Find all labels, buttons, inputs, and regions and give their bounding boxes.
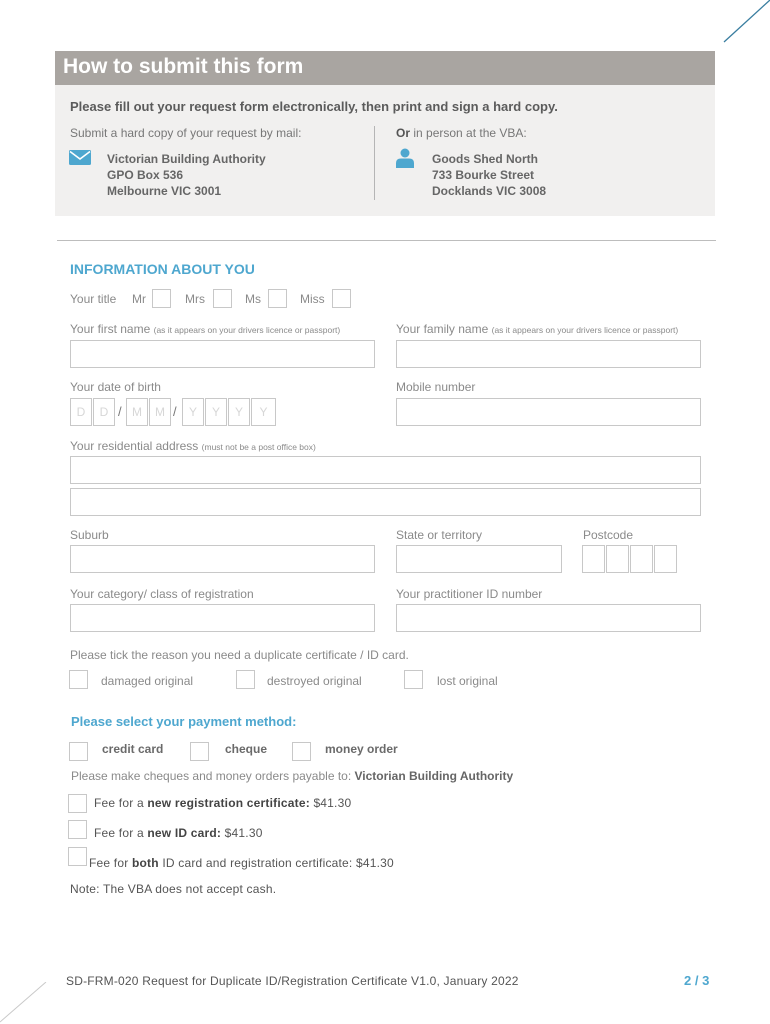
dob-year-cell[interactable]: Y xyxy=(228,398,250,426)
section-divider xyxy=(57,240,716,241)
first-name-label: Your first name (as it appears on your drivers licence or passport) xyxy=(70,322,341,336)
title-option-label: Mrs xyxy=(185,292,205,306)
mail-address: Victorian Building Authority GPO Box 536 Melbourne VIC 3001 xyxy=(107,152,266,198)
payment-method-title: Please select your payment method: xyxy=(71,714,297,729)
payment-money-order-label: money order xyxy=(325,742,398,756)
dob-label: Your date of birth xyxy=(70,380,161,394)
reason-lost-checkbox[interactable] xyxy=(404,670,423,689)
payment-credit-card-label: credit card xyxy=(102,742,164,756)
postcode-digit-cell[interactable] xyxy=(630,545,653,573)
dob-day-cell[interactable]: D xyxy=(70,398,92,426)
practitioner-id-input[interactable] xyxy=(396,604,701,632)
title-miss-checkbox[interactable] xyxy=(332,289,351,308)
cash-note: Note: The VBA does not accept cash. xyxy=(70,882,277,896)
title-option-label: Miss xyxy=(300,292,325,306)
payment-cheque-checkbox[interactable] xyxy=(190,742,209,761)
address-label: Your residential address (must not be a post office box) xyxy=(70,439,316,453)
dob-month-cell[interactable]: M xyxy=(149,398,171,426)
address-line-2-input[interactable] xyxy=(70,488,701,516)
dob-separator: / xyxy=(173,404,177,419)
envelope-icon xyxy=(69,150,91,165)
title-ms-checkbox[interactable] xyxy=(268,289,287,308)
info-lead-text: Please fill out your request form electronically, then print and sign a hard copy. xyxy=(70,99,558,114)
postcode-label: Postcode xyxy=(583,528,634,542)
suburb-label: Suburb xyxy=(70,528,109,542)
title-mr-checkbox[interactable] xyxy=(152,289,171,308)
payment-credit-card-checkbox[interactable] xyxy=(69,742,88,761)
section-title: INFORMATION ABOUT YOU xyxy=(70,261,255,277)
payable-to-text: Please make cheques and money orders payable to: Victorian Building Authority xyxy=(71,769,514,783)
vba-office-address: Goods Shed North 733 Bourke Street Docklands VIC 3008 xyxy=(432,152,547,198)
dob-month-cell[interactable]: M xyxy=(126,398,148,426)
category-input[interactable] xyxy=(70,604,375,632)
practitioner-id-label: Your practitioner ID number xyxy=(396,587,543,601)
title-mrs-checkbox[interactable] xyxy=(213,289,232,308)
payment-cheque-label: cheque xyxy=(225,742,268,756)
fee-registration-certificate-label: Fee for a new registration certificate: $41.30 xyxy=(94,796,352,810)
postcode-digit-cell[interactable] xyxy=(654,545,677,573)
address-line-1-input[interactable] xyxy=(70,456,701,484)
title-option-label: Ms xyxy=(245,292,261,306)
dob-year-cell[interactable]: Y xyxy=(205,398,227,426)
dob-day-cell[interactable]: D xyxy=(93,398,115,426)
fee-both-label: Fee for both ID card and registration certificate: $41.30 xyxy=(89,856,394,870)
postcode-digit-cell[interactable] xyxy=(582,545,605,573)
divider xyxy=(374,126,375,200)
reason-destroyed-label: destroyed original xyxy=(267,674,362,688)
category-label: Your category/ class of registration xyxy=(70,587,254,601)
page-number: 2 / 3 xyxy=(684,973,710,988)
in-person-label: Or in person at the VBA: xyxy=(396,126,527,140)
reason-damaged-label: damaged original xyxy=(101,674,194,688)
corner-decoration-line xyxy=(716,0,770,44)
title-label: Your title xyxy=(70,292,117,306)
reason-destroyed-checkbox[interactable] xyxy=(236,670,255,689)
payment-money-order-checkbox[interactable] xyxy=(292,742,311,761)
footer-document-id: SD-FRM-020 Request for Duplicate ID/Registration Certificate V1.0, January 2022 xyxy=(66,974,519,988)
state-label: State or territory xyxy=(396,528,483,542)
fee-both-checkbox[interactable] xyxy=(68,847,87,866)
mobile-input[interactable] xyxy=(396,398,701,426)
state-input[interactable] xyxy=(396,545,562,573)
corner-decoration-line xyxy=(0,982,48,1024)
dob-year-cell[interactable]: Y xyxy=(182,398,204,426)
page-title: How to submit this form xyxy=(63,55,304,78)
dob-separator: / xyxy=(118,404,122,419)
reason-prompt: Please tick the reason you need a duplicate certificate / ID card. xyxy=(70,648,409,662)
postcode-digit-cell[interactable] xyxy=(606,545,629,573)
family-name-label: Your family name (as it appears on your drivers licence or passport) xyxy=(396,322,679,336)
fee-registration-certificate-checkbox[interactable] xyxy=(68,794,87,813)
first-name-input[interactable] xyxy=(70,340,375,368)
suburb-input[interactable] xyxy=(70,545,375,573)
mail-label: Submit a hard copy of your request by mail: xyxy=(70,126,302,140)
reason-lost-label: lost original xyxy=(437,674,498,688)
family-name-input[interactable] xyxy=(396,340,701,368)
mobile-label: Mobile number xyxy=(396,380,476,394)
dob-year-cell[interactable]: Y xyxy=(251,398,276,426)
fee-id-card-checkbox[interactable] xyxy=(68,820,87,839)
title-option-label: Mr xyxy=(132,292,146,306)
reason-damaged-checkbox[interactable] xyxy=(69,670,88,689)
person-icon xyxy=(396,148,414,168)
fee-id-card-label: Fee for a new ID card: $41.30 xyxy=(94,826,263,840)
